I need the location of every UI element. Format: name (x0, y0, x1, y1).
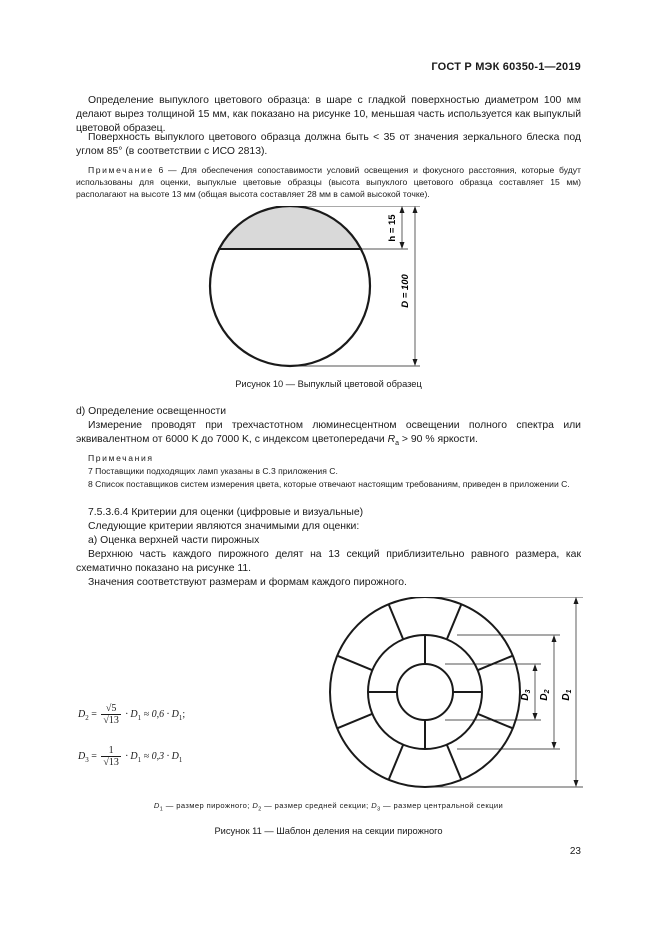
page-number: 23 (569, 846, 581, 857)
outer-section-dividers (337, 604, 513, 780)
note-6 (76, 164, 581, 201)
outer-divider (478, 714, 513, 729)
outer-divider (337, 656, 372, 671)
inner-ring (397, 664, 453, 720)
figure-11-caption: Рисунок 11 — Шаблон деления на секции пирожного (214, 826, 443, 836)
d-dimension-label: D = 100 (400, 274, 411, 308)
outer-divider (389, 745, 404, 780)
outer-divider (337, 714, 372, 729)
d3-label: $D_3$ (520, 689, 532, 701)
standard-header: ГОСТ Р МЭК 60350-1—2019 (431, 61, 581, 73)
formula-d2-fraction: $\frac{√5}{√13}$ (103, 703, 119, 726)
paragraph-convex-sample: Определение выпуклого цветового образца: в шаре с гладкой поверхностью диаметром 100 мм делают вырез толщиной 15 мм, как показано на рисунке 10, меньшая часть используется как выпуклый цветовой образец. (76, 95, 581, 135)
formula-d3-fraction: $\frac{1}{√13}$ (103, 745, 119, 768)
paragraph-surface-gloss: Поверхность выпуклого цветового образца должна быть < 35 от значения зеркального блеска под углом 85° (в соответствии с ИСО 2813). (76, 132, 581, 158)
formula-d3: $D_3$ = $\frac{1}{√13}$ · $D_1 \approx 0,3 \cdot D_1$ (78, 745, 183, 768)
section-7-5-3-6-4-title: 7.5.3.6.4 Критерии для оценки (цифровые и визуальные) (88, 507, 364, 518)
outer-divider (447, 604, 462, 639)
outer-ring (330, 597, 520, 787)
cake-rings (330, 597, 520, 787)
item-a-title: а) Оценка верхней части пирожных (88, 535, 260, 546)
outer-divider (447, 745, 462, 780)
note-8: 8 Список поставщиков систем измерения цвета, которые отвечают настоящим требованиям, приведен в приложении С. (88, 479, 570, 489)
d1-label: $D_1$ (561, 689, 573, 701)
criteria-intro: Следующие критерии являются значимыми для оценки: (88, 521, 360, 532)
paragraph-values: Значения соответствуют размерам и формам каждого пирожного. (88, 577, 407, 588)
figure-10-caption: Рисунок 10 — Выпуклый цветовой образец (235, 379, 422, 389)
h-dimension-label: h = 15 (387, 214, 398, 242)
figure-10-convex-sample (205, 206, 430, 376)
note-6-label: Примечание (88, 165, 154, 175)
figure-11-cake-template (325, 597, 590, 797)
notes-heading: Примечания (88, 453, 154, 463)
formula-d2: $D_2$ = $\frac{√5}{√13}$ · $D_1 \approx 0,6 \cdot D_1$; (78, 703, 186, 726)
outer-divider (478, 656, 513, 671)
paragraph-illumination: Измерение проводят при трехчастотном люминесцентном освещении полного спектра или эквивалентном от 6000 K до 7000 K, с индексом цветопередачи $R_a > 90$ % яркости. (76, 420, 581, 448)
paragraph-sections: Верхнюю часть каждого пирожного делят на 13 секций приблизительно равного размера, как схематично показано на рисунке 11. (76, 549, 581, 575)
section-d-title: d) Определение освещенности (76, 406, 227, 417)
note-6-text: 6 — Для обеспечения сопоставимости условий освещения и фокусного расстояния, которые будут использованы для оценки, выпуклые цветовые образцы (высота выпуклого цветового образца составляет 15 мм) располагают на высоте 13 мм (общая высота составляет 28 мм в самой высокой точке). (76, 165, 581, 200)
note-7: 7 Поставщики подходящих ламп указаны в С.3 приложения С. (88, 466, 338, 476)
figure-11-legend: $D_1$ — размер пирожного; $D_2$ — размер средней секции; $D_3$ — размер центральной секции (153, 801, 504, 813)
outer-divider (389, 604, 404, 639)
d2-label: $D_2$ (539, 689, 551, 701)
